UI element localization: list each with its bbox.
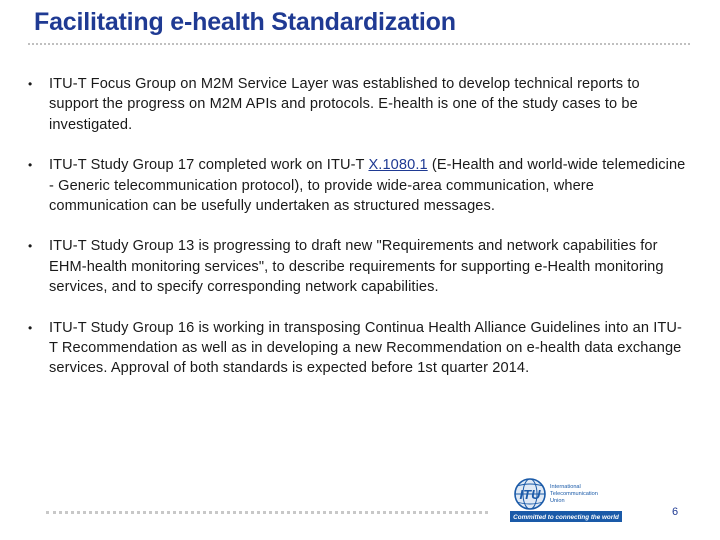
bullet-item [28,318,688,379]
recommendation-link[interactable]: X.1080.1 [368,157,428,174]
bullet-text: ITU-T Focus Group on M2M Service Layer was established to develop technical reports to support the progress on M2M APIs and protocols. E-health is one of the study cases to be investigated. [49,76,640,133]
bullet-marker: • [28,239,33,254]
slide-title: Facilitating e-health Standardization [34,8,456,36]
page-number: 6 [672,506,679,518]
bullet-text-before-link: ITU-T Study Group 17 completed work on ITU-T [49,157,369,174]
bullet-text-after-link: (E-Health and world-wide telemedicine - Generic telecommunication protocol), to provide wide-area communication, where communication can be usefully undertaken as structured messages. [49,157,686,215]
svg-text:International: International [550,484,581,490]
footer-divider [46,511,488,514]
svg-text:Telecommunication: Telecommunication [550,491,598,497]
bullet-marker: • [28,320,33,335]
itu-logo [510,474,640,524]
title-divider [28,43,690,45]
svg-text:Committed to connecting the wo: Committed to connecting the world [513,514,619,521]
svg-text:Union: Union [550,498,565,504]
bullet-item [28,155,688,216]
bullet-item [28,74,688,135]
bullet-marker: • [28,158,33,173]
bullet-marker: • [28,77,33,91]
svg-text:ITU: ITU [519,487,541,502]
bullet-item [28,236,688,297]
bullet-list [28,74,688,399]
bullet-text: ITU-T Study Group 13 is progressing to draft new "Requirements and network capabilities for EHM-health monitoring services", to describe requirements for supporting e-Health monitoring services, and to specify corresponding network capabilities. [49,238,664,296]
bullet-text: ITU-T Study Group 16 is working in transposing Continua Health Alliance Guidelines into an ITU-T Recommendation as well as in developing a new Recommendation on e-health data exchange services. Approval of both standards is expected before 1st quarter 2014. [49,319,683,377]
